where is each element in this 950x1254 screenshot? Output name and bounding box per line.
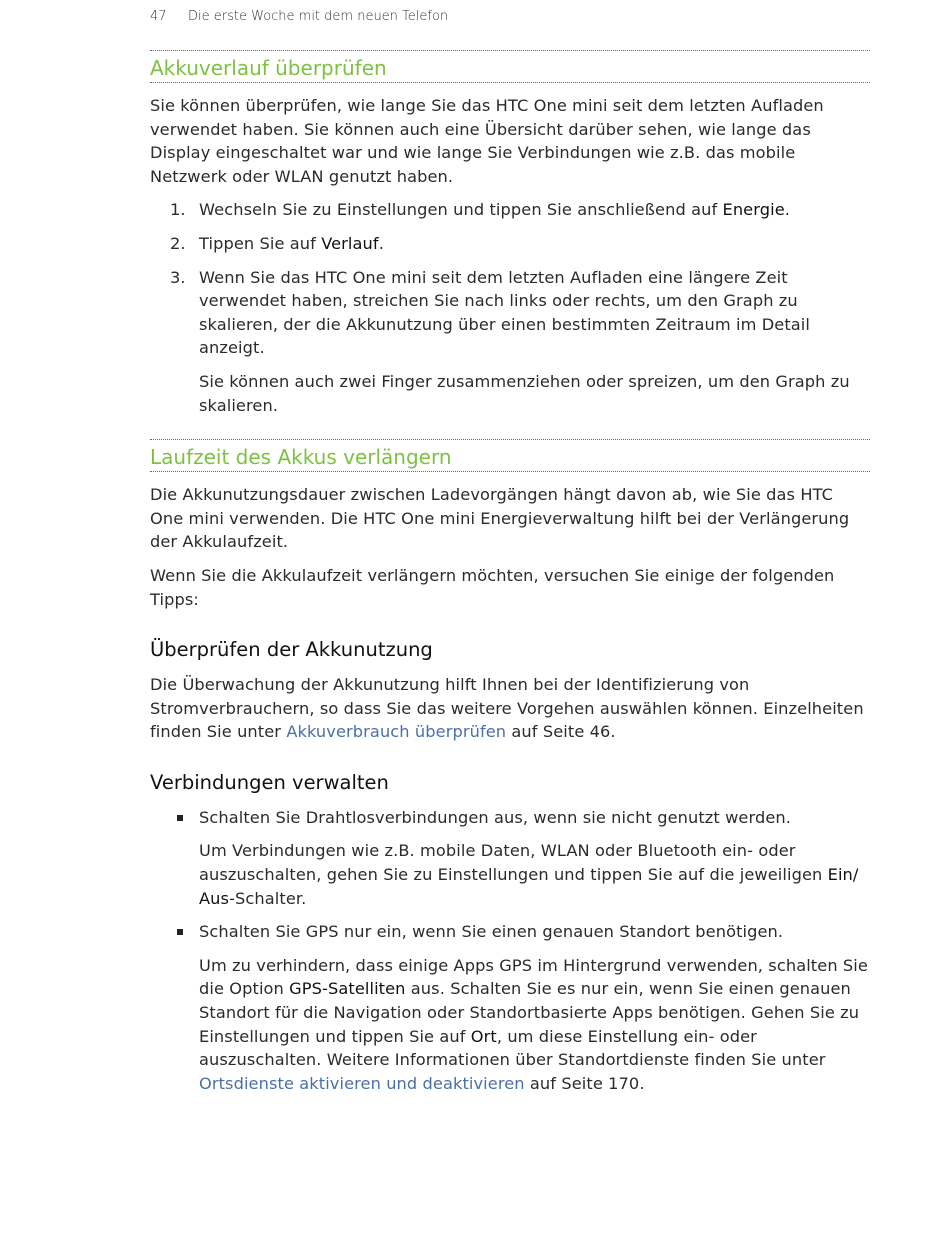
section2 [150, 439, 870, 611]
ui-term-energie: Energie [722, 200, 785, 220]
note-text: , um diese Einstellung ein- oder auszuschalten. Weitere Informationen über Standortdienste finden Sie unter [199, 1026, 826, 1070]
section2-para2: Wenn Sie die Akkulaufzeit verlängern möchten, versuchen Sie einige der folgenden Tipps: [150, 565, 835, 609]
sub1-para [150, 673, 870, 744]
step-number: 2. [170, 233, 186, 253]
step3-note: Sie können auch zwei Finger zusammenziehen oder spreizen, um den Graph zu skalieren. [199, 371, 850, 415]
note-text: Um Verbindungen wie z.B. mobile Daten, WLAN oder Bluetooth ein- oder auszuschalten, gehen Sie zu Einstellungen und tippen Sie auf die jeweiligen [199, 841, 828, 885]
note-text: aus. Schalten Sie es nur ein, wenn Sie einen genauen Standort für die Navigation oder Standortbasierte Apps benötigen. Gehen Sie zu Einstellungen und tippen Sie auf [199, 979, 860, 1046]
step-text: Tippen Sie auf [199, 233, 322, 253]
main-content [150, 50, 870, 1105]
bullet-square-icon [177, 815, 183, 821]
bullet-item [150, 920, 870, 944]
chapter-title: Die erste Woche mit dem neuen Telefon [188, 9, 449, 24]
step-text-end: . [784, 200, 790, 220]
section2-para1: Die Akkunutzungsdauer zwischen Ladevorgängen hängt davon ab, wie Sie das HTC One mini verwenden. Die HTC One mini Energieverwaltung hilft bei der Verlängerung der Akkulaufzeit. [150, 485, 850, 552]
ui-term-verlauf: Verlauf [321, 233, 379, 253]
steps-list [150, 198, 870, 360]
step-item [150, 232, 870, 256]
subheading-verbindungen: Verbindungen verwalten [150, 770, 389, 794]
note-text-end: auf Seite 170. [524, 1073, 645, 1093]
bullet-item [150, 806, 870, 830]
step-text-end: . [378, 233, 384, 253]
bullet-square-icon [177, 929, 183, 935]
step-item [150, 266, 870, 360]
link-akkuverbrauch[interactable]: Akkuverbrauch überprüfen [286, 722, 507, 742]
note-text: Um zu verhindern, dass einige Apps GPS im Hintergrund verwenden, schalten Sie die Option [199, 955, 868, 999]
bullet-text: Schalten Sie Drahtlosverbindungen aus, wenn sie nicht genutzt werden. [199, 807, 791, 827]
tips-list [150, 806, 870, 830]
section-title-akkuverlauf: Akkuverlauf überprüfen [150, 50, 870, 83]
note-text-end: -Schalter. [229, 888, 307, 908]
ui-term-ort: Ort [470, 1026, 497, 1046]
step-text: Wechseln Sie zu Einstellungen und tippen Sie anschließend auf [199, 200, 723, 220]
bullet-text: Schalten Sie GPS nur ein, wenn Sie einen genauen Standort benötigen. [199, 922, 784, 942]
step-text: Wenn Sie das HTC One mini seit dem letzten Aufladen eine längere Zeit verwendet haben, streichen Sie nach links oder rechts, um den Graph zu skalieren, der die Akkunutzung über einen bestimmten Zeitraum im Detail anzeigt. [199, 267, 810, 358]
ui-term-gps-satelliten: GPS-Satelliten [289, 979, 406, 999]
step-item [150, 198, 870, 222]
page-number: 47 [150, 9, 167, 24]
sub1-text-end: auf Seite 46. [506, 722, 616, 742]
step-number: 3. [170, 267, 186, 287]
running-header [150, 9, 448, 24]
link-ortsdienste[interactable]: Ortsdienste aktivieren und deaktivieren [199, 1073, 525, 1093]
section-title-laufzeit: Laufzeit des Akkus verlängern [150, 439, 870, 472]
step-number: 1. [170, 200, 186, 220]
sub1-text: Die Überwachung der Akkunutzung hilft Ihnen bei der Identifizierung von Stromverbrauchern, so dass Sie das weitere Vorgehen auswählen können. Einzelheiten finden Sie unter [150, 675, 864, 742]
section1-intro: Sie können überprüfen, wie lange Sie das HTC One mini seit dem letzten Aufladen verwendet haben. Sie können auch eine Übersicht darüber sehen, wie lange das Display eingeschaltet war und wie lange Sie Verbindungen wie z.B. das mobile Netzwerk oder WLAN genutzt haben. [150, 96, 824, 186]
tips-list-2 [150, 920, 870, 944]
bullet1-note [150, 839, 870, 910]
ui-term-ein-aus: Ein/ Aus [199, 865, 859, 908]
bullet2-note [150, 954, 870, 1096]
subheading-akkunutzung: Überprüfen der Akkunutzung [150, 638, 433, 662]
